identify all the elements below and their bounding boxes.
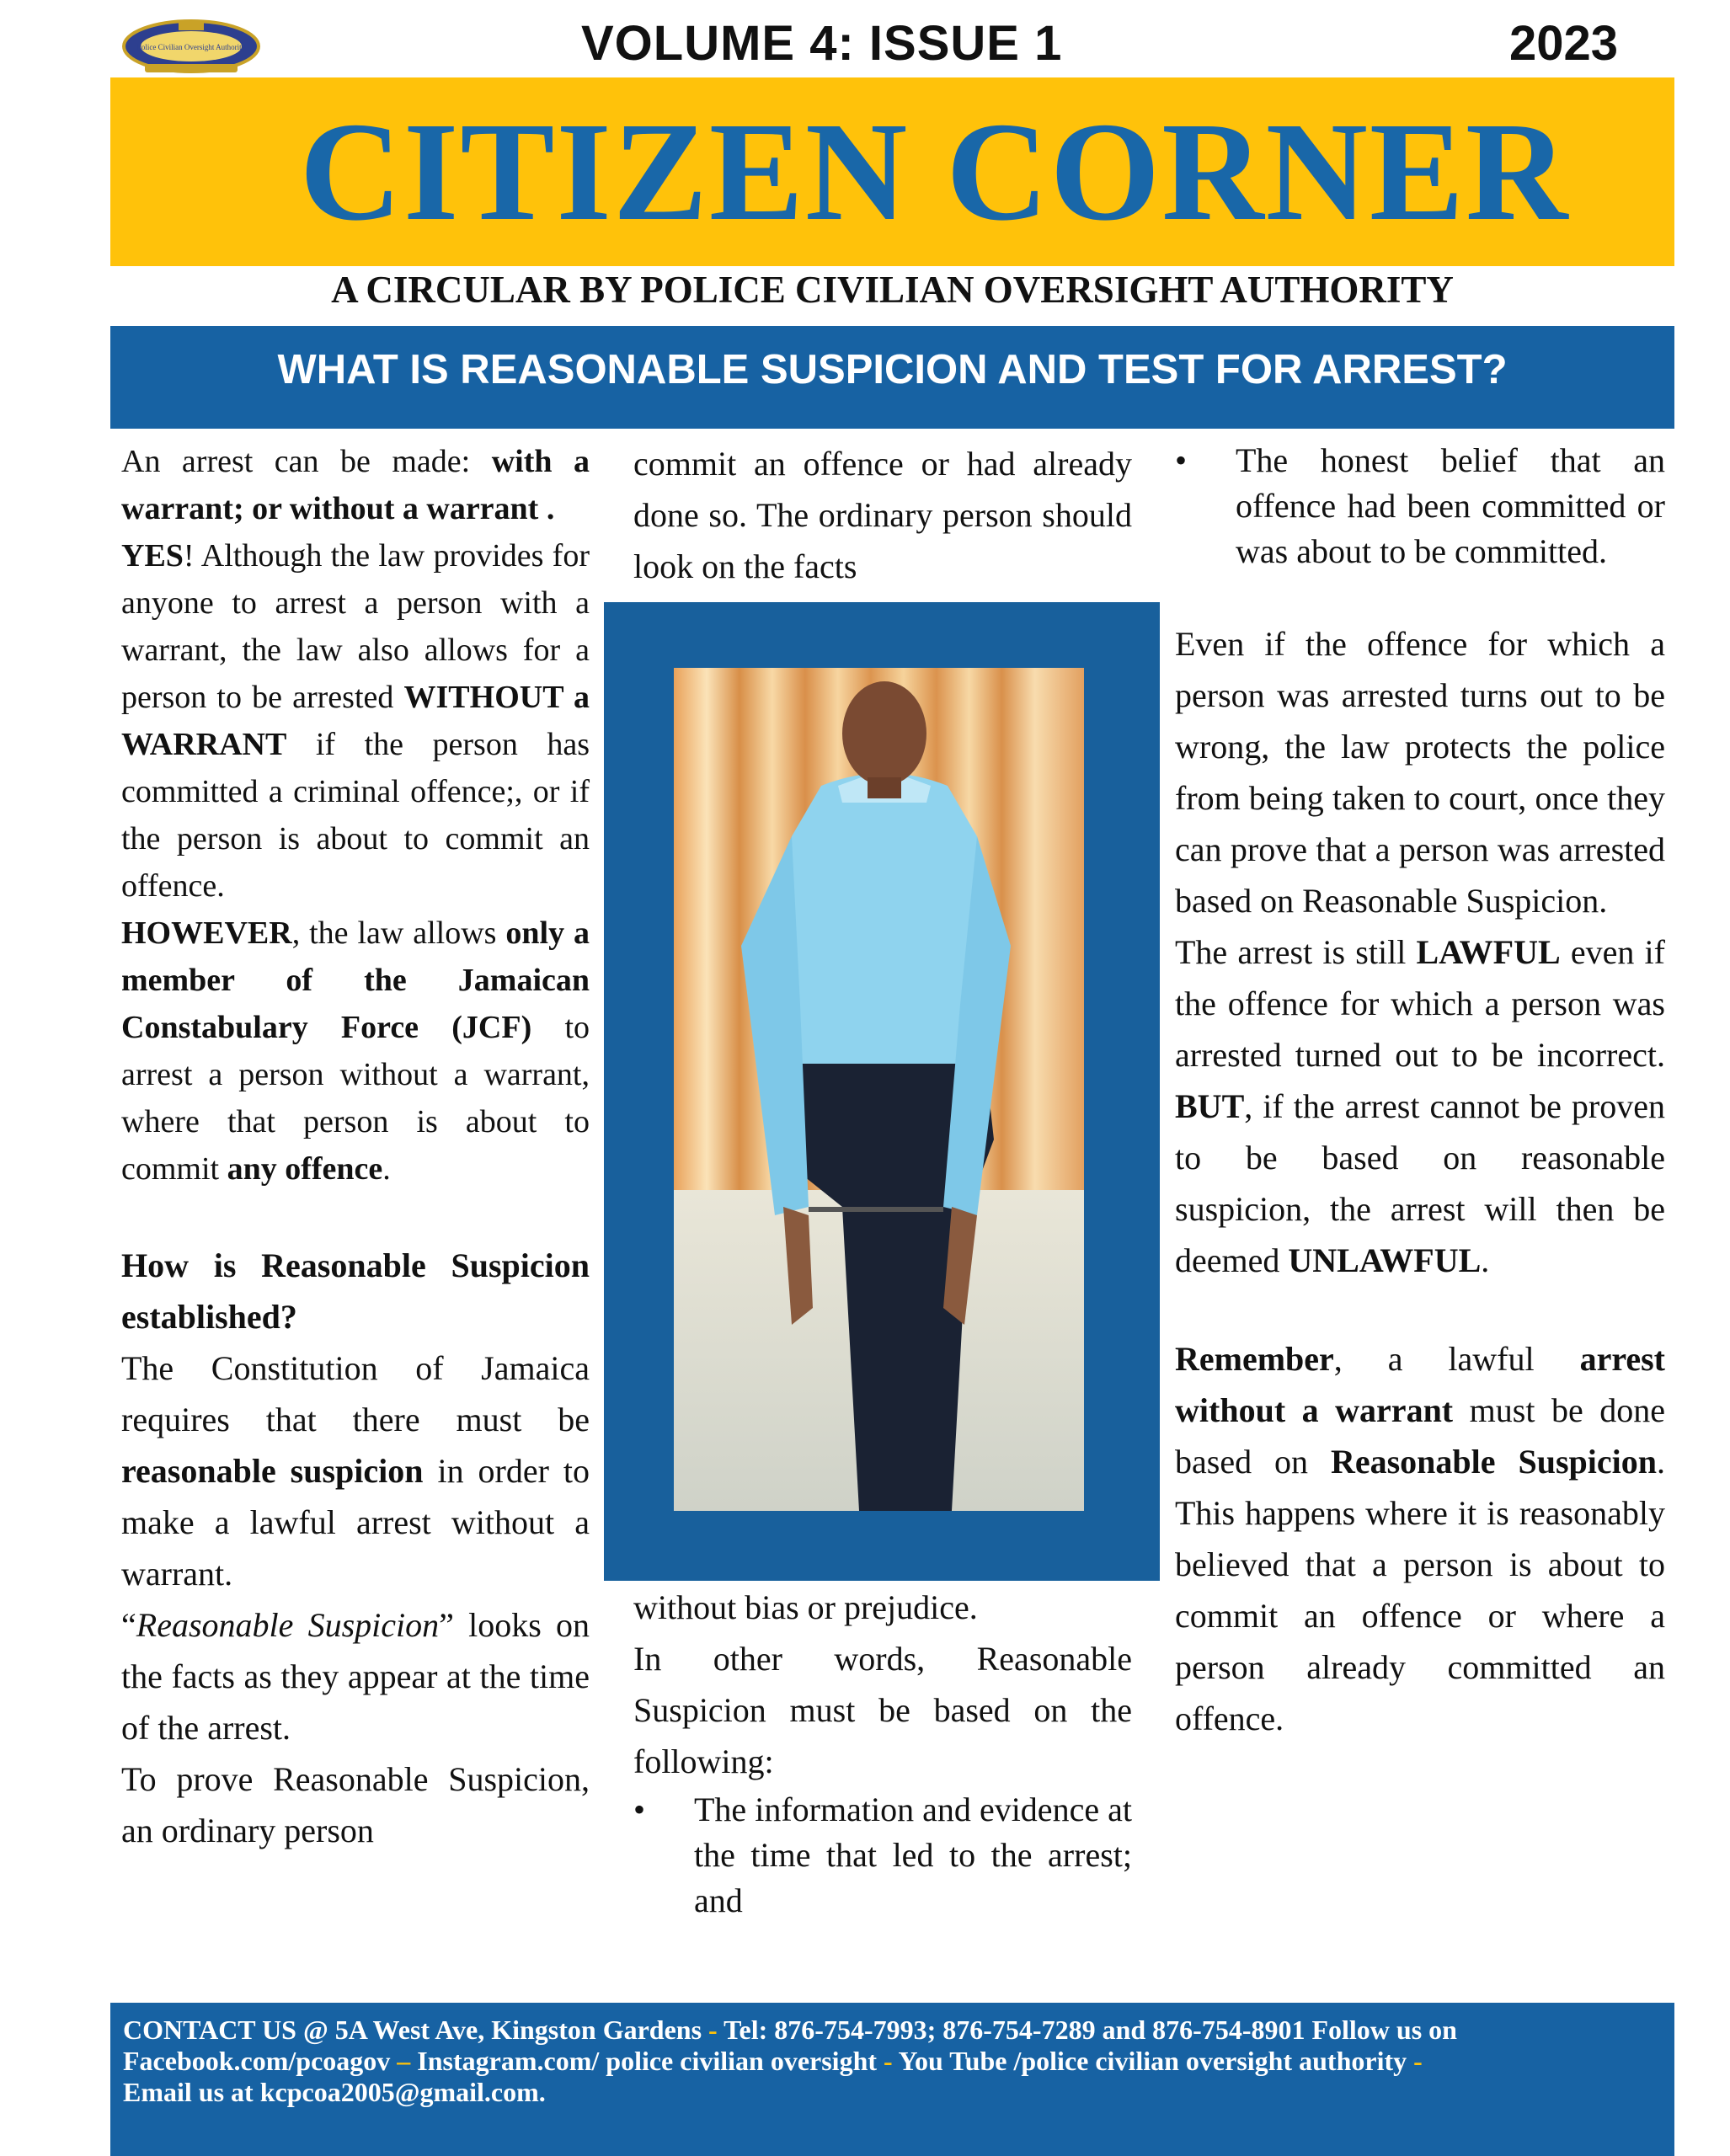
paragraph: HOWEVER, the law allows only a member of the Jamaican Constabulary Force (JCF) to arrest a person without a warrant, where that person is about to commit any offence. (121, 915, 590, 1187)
paragraph: In other words, Reasonable Suspicion must be based on the following: (633, 1640, 1132, 1780)
list-item: • The honest belief that an offence had been committed or was about to be committed. (1175, 438, 1665, 574)
paragraph: Even if the offence for which a person was arrested turns out to be wrong, the law protects the police from being taken to court, once they can prove that a person was arrested based on Reasonable Suspicion. (1175, 625, 1665, 920)
paragraph: YES! Although the law provides for anyone to arrest a person with a warrant, the law also allows for a person to be arrested WITHOUT a WARRANT if the person has committed a criminal offence;, or if the person is about to commit an offence. (121, 538, 590, 904)
paragraph: To prove Reasonable Suspicion, an ordinary person (121, 1760, 590, 1849)
issue-year: 2023 (1508, 16, 1618, 71)
bullet-icon: • (1175, 441, 1188, 479)
footer-contact: CONTACT US @ 5A West Ave, Kingston Gardens - Tel: 876-754-7993; 876-754-7289 and 876-754-8901 Follow us on Facebook.com/pcoagov – Instagram.com/ police civilian oversight - You Tube /police civilian oversight authority - Email us at kcpcoa2005@gmail.com. (123, 2015, 1457, 2107)
paragraph: without bias or prejudice. (633, 1588, 978, 1626)
email-link[interactable]: Email us at kcpcoa2005@gmail.com. (123, 2077, 546, 2107)
column-2-top (633, 438, 1132, 592)
handcuffed-man-photo (674, 668, 1084, 1511)
volume-issue: VOLUME 4: ISSUE 1 (581, 16, 1063, 71)
paragraph: An arrest can be made: with a warrant; or without a warrant . (121, 444, 590, 526)
pcoa-logo-icon (120, 15, 263, 77)
column-1 (121, 438, 590, 1856)
paragraph: The arrest is still LAWFUL even if the offence for which a person was arrested turned out to be incorrect. BUT, if the arrest cannot be proven to be based on reasonable suspicion, the arrest will then be deemed UNLAWFUL. (1175, 933, 1665, 1279)
paragraph: The Constitution of Jamaica requires that there must be reasonable suspicion in order to make a lawful arrest without a warrant. (121, 1349, 590, 1593)
paragraph: Remember, a lawful arrest without a warrant must be done based on Reasonable Suspicion. This happens where it is reasonably believed that a person is about to commit an offence or where a person already committed an offence. (1175, 1340, 1665, 1737)
youtube-link[interactable]: You Tube /police civilian oversight authority (892, 2046, 1414, 2076)
paragraph: commit an offence or had already done so. The ordinary person should look on the facts (633, 445, 1132, 585)
facebook-link[interactable]: Tel: 876-754-7993; 876-754-7289 and 876-754-8901 Follow us on Facebook.com/pcoagov (123, 2015, 1457, 2076)
section-heading: How is Reasonable Suspicion established? (121, 1246, 590, 1336)
svg-text:Police Civilian Oversight Auth: Police Civilian Oversight Authority (136, 43, 246, 51)
masthead-subtitle: A CIRCULAR BY POLICE CIVILIAN OVERSIGHT AUTHORITY (331, 269, 1454, 311)
list-item: • The information and evidence at the time that led to the arrest; and (633, 1787, 1132, 1924)
instagram-link[interactable]: Instagram.com/ police civilian oversight (410, 2046, 884, 2076)
masthead-title: CITIZEN CORNER (299, 93, 1570, 250)
paragraph: “Reasonable Suspicion” looks on the facts as they appear at the time of the arrest. (121, 1606, 590, 1747)
column-2-bottom (633, 1582, 1132, 1924)
column-3 (1175, 438, 1665, 1744)
article-headline: WHAT IS REASONABLE SUSPICION AND TEST FOR ARREST? (277, 347, 1508, 392)
bullet-icon: • (633, 1790, 646, 1828)
